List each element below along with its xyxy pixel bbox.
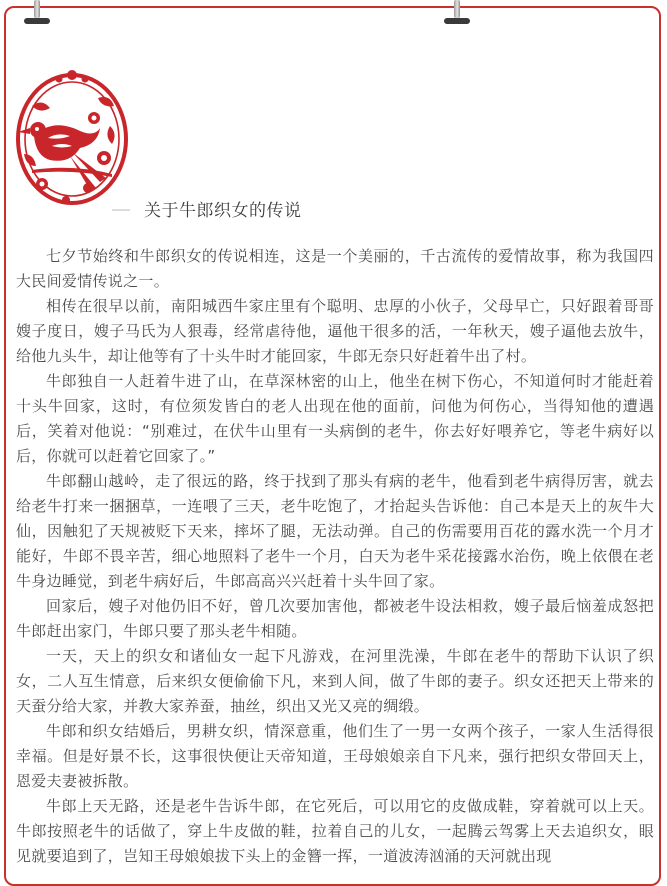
article-paragraph: 七夕节始终和牛郎织女的传说相连，这是一个美丽的，千古流传的爱情故事，称为我国四大民间爱情传说之一。: [16, 247, 654, 290]
article-body: [16, 244, 654, 869]
article-title: 关于牛郎织女的传说: [144, 201, 302, 221]
article-paragraph: 牛郎上天无路，还是老牛告诉牛郎，在它死后，可以用它的皮做成鞋，穿着就可以上天。牛郎按照老牛的话做了，穿上牛皮做的鞋，拉着自己的儿女，一起腾云驾雾上天去追织女，眼见就要追到了，岂知王母娘娘拔下头上的金簪一挥，一道波涛汹涌的天河就出现: [16, 797, 654, 865]
bird-papercut-icon: [12, 66, 134, 216]
article-paragraph: 一天，天上的织女和诸仙女一起下凡游戏，在河里洗澡，牛郎在老牛的帮助下认识了织女，二人互生情意，后来织女便偷偷下凡，来到人间，做了牛郎的妻子。织女还把天上带来的天蚕分给大家，并教大家养蚕，抽丝，织出又光又亮的绸缎。: [16, 647, 654, 715]
binder-ring-left: [24, 0, 50, 26]
article-paragraph: 回家后，嫂子对他仍旧不好，曾几次要加害他，都被老牛设法相救，嫂子最后恼羞成怒把牛郎赶出家门，牛郎只要了那头老牛相随。: [16, 597, 654, 640]
article-paragraph: 牛郎和织女结婚后，男耕女织，情深意重，他们生了一男一女两个孩子，一家人生活得很幸福。但是好景不长，这事很快便让天帝知道，王母娘娘亲自下凡来，强行把织女带回天上，恩爱夫妻被拆散。: [16, 722, 654, 790]
binder-ring-right: [444, 0, 470, 26]
article-paragraph: 牛郎翻山越岭，走了很远的路，终于找到了那头有病的老牛，他看到老牛病得厉害，就去给老牛打来一捆捆草，一连喂了三天，老牛吃饱了，才抬起头告诉他：自己本是天上的灰牛大仙，因触犯了天规被贬下天来，摔坏了腿，无法动弹。自己的伤需要用百花的露水洗一个月才能好，牛郎不畏辛苦，细心地照料了老牛一个月，白天为老牛采花接露水治伤，晚上依偎在老牛身边睡觉，到老牛病好后，牛郎高高兴兴赶着十头牛回了家。: [16, 472, 654, 590]
article-paragraph: 相传在很早以前，南阳城西牛家庄里有个聪明、忠厚的小伙子，父母早亡，只好跟着哥哥嫂子度日，嫂子马氏为人狠毒，经常虐待他，逼他干很多的活，一年秋天，嫂子逼他去放牛，给他九头牛，却让他等有了十头牛时才能回家，牛郎无奈只好赶着牛出了村。: [16, 297, 654, 365]
article-paragraph: 牛郎独自一人赶着牛进了山，在草深林密的山上，他坐在树下伤心，不知道何时才能赶着十头牛回家，这时，有位须发皆白的老人出现在他的面前，问他为何伤心，当得知他的遭遇后，笑着对他说：“别难过，在伏牛山里有一头病倒的老牛，你去好好喂养它，等老牛病好以后，你就可以赶着它回家了。”: [16, 372, 654, 465]
title-decoration: [112, 209, 130, 211]
